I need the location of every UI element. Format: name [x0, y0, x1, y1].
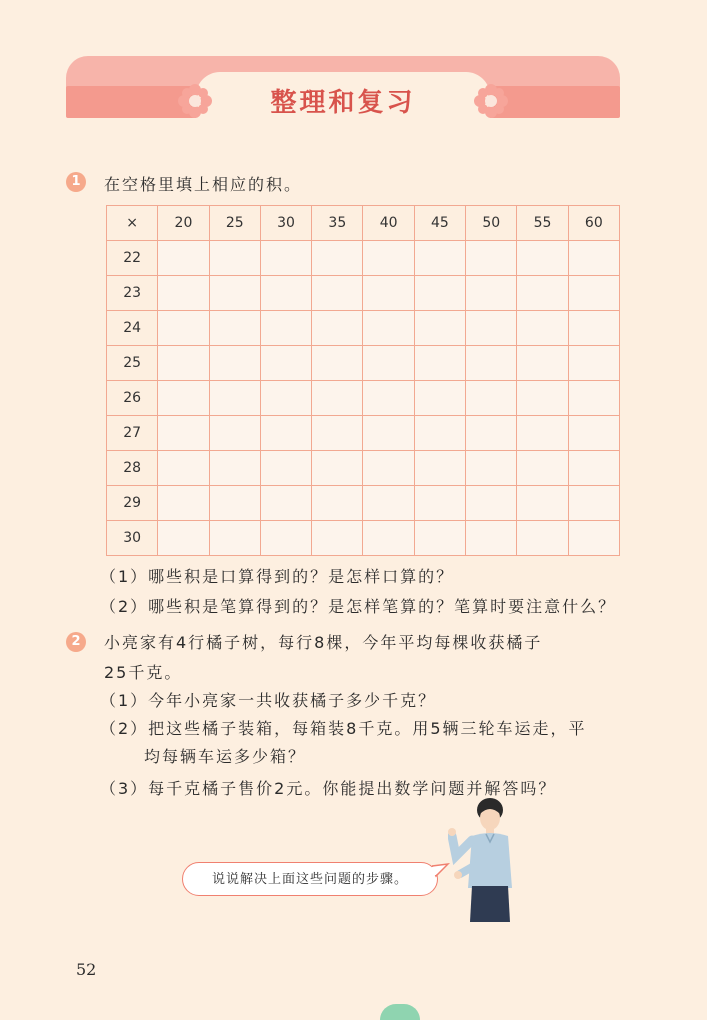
- bottom-decoration: [380, 1004, 420, 1020]
- answer-cell[interactable]: [517, 486, 568, 521]
- table-row: [107, 241, 620, 276]
- answer-cell[interactable]: [414, 451, 465, 486]
- row-header: 27: [107, 416, 158, 451]
- column-header: 25: [209, 206, 260, 241]
- answer-cell[interactable]: [466, 521, 517, 556]
- answer-cell[interactable]: [466, 241, 517, 276]
- answer-cell[interactable]: [260, 521, 311, 556]
- answer-cell[interactable]: [260, 451, 311, 486]
- speech-bubble: 说说解决上面这些问题的步骤。: [182, 862, 438, 896]
- row-header: 23: [107, 276, 158, 311]
- page-number: 52: [76, 960, 97, 979]
- answer-cell[interactable]: [209, 451, 260, 486]
- question-2-sub-1: （1）今年小亮家一共收获橘子多少千克？: [100, 691, 437, 710]
- multiply-sign: ×: [107, 206, 158, 241]
- answer-cell[interactable]: [363, 486, 414, 521]
- answer-cell[interactable]: [158, 381, 209, 416]
- column-header: 45: [414, 206, 465, 241]
- answer-cell[interactable]: [312, 521, 363, 556]
- answer-cell[interactable]: [517, 346, 568, 381]
- answer-cell[interactable]: [568, 381, 619, 416]
- answer-cell[interactable]: [517, 416, 568, 451]
- answer-cell[interactable]: [414, 241, 465, 276]
- answer-cell[interactable]: [312, 346, 363, 381]
- answer-cell[interactable]: [568, 276, 619, 311]
- answer-cell[interactable]: [158, 486, 209, 521]
- answer-cell[interactable]: [363, 241, 414, 276]
- table-row: [107, 311, 620, 346]
- column-header: 35: [312, 206, 363, 241]
- table-row: [107, 276, 620, 311]
- answer-cell[interactable]: [312, 486, 363, 521]
- answer-cell[interactable]: [363, 311, 414, 346]
- column-header: 60: [568, 206, 619, 241]
- answer-cell[interactable]: [466, 416, 517, 451]
- speech-bubble-tail: [432, 862, 450, 882]
- column-header: 30: [260, 206, 311, 241]
- table-row: [107, 346, 620, 381]
- answer-cell[interactable]: [209, 241, 260, 276]
- answer-cell[interactable]: [568, 241, 619, 276]
- chapter-banner: [66, 56, 620, 120]
- answer-cell[interactable]: [414, 381, 465, 416]
- answer-cell[interactable]: [466, 381, 517, 416]
- column-header: 20: [158, 206, 209, 241]
- answer-cell[interactable]: [209, 276, 260, 311]
- question-2-sub-2b: 均每辆车运多少箱？: [144, 747, 307, 766]
- answer-cell[interactable]: [363, 416, 414, 451]
- table-row: [107, 521, 620, 556]
- answer-cell[interactable]: [568, 451, 619, 486]
- row-header: 26: [107, 381, 158, 416]
- answer-cell[interactable]: [158, 311, 209, 346]
- answer-cell[interactable]: [568, 416, 619, 451]
- answer-cell[interactable]: [466, 451, 517, 486]
- page-title: 整理和复习: [270, 88, 416, 118]
- row-header: 25: [107, 346, 158, 381]
- row-header: 30: [107, 521, 158, 556]
- answer-cell[interactable]: [209, 381, 260, 416]
- column-header: 50: [466, 206, 517, 241]
- answer-cell[interactable]: [158, 346, 209, 381]
- column-header: 40: [363, 206, 414, 241]
- question-2-line-1: 小亮家有4行橘子树，每行8棵，今年平均每棵收获橘子: [104, 633, 543, 652]
- table-header-row: [107, 206, 620, 241]
- answer-cell[interactable]: [209, 416, 260, 451]
- table-row: [107, 416, 620, 451]
- row-header: 29: [107, 486, 158, 521]
- answer-cell[interactable]: [158, 241, 209, 276]
- answer-cell[interactable]: [260, 486, 311, 521]
- question-number-2: 2: [66, 632, 86, 652]
- answer-cell[interactable]: [209, 486, 260, 521]
- answer-cell[interactable]: [363, 381, 414, 416]
- answer-cell[interactable]: [312, 276, 363, 311]
- answer-cell[interactable]: [363, 521, 414, 556]
- table-row: [107, 381, 620, 416]
- answer-cell[interactable]: [466, 346, 517, 381]
- table-row: [107, 451, 620, 486]
- row-header: 24: [107, 311, 158, 346]
- column-header: 55: [517, 206, 568, 241]
- question-1-sub-2: （2）哪些积是笔算得到的？是怎样笔算的？笔算时要注意什么？: [100, 597, 617, 616]
- answer-cell[interactable]: [158, 416, 209, 451]
- answer-cell[interactable]: [260, 241, 311, 276]
- row-header: 22: [107, 241, 158, 276]
- question-1-prompt: 在空格里填上相应的积。: [104, 175, 303, 194]
- answer-cell[interactable]: [517, 311, 568, 346]
- answer-cell[interactable]: [209, 311, 260, 346]
- answer-cell[interactable]: [414, 346, 465, 381]
- question-number-1: 1: [66, 172, 86, 192]
- answer-cell[interactable]: [209, 346, 260, 381]
- answer-cell[interactable]: [312, 416, 363, 451]
- row-header: 28: [107, 451, 158, 486]
- answer-cell[interactable]: [414, 521, 465, 556]
- answer-cell[interactable]: [517, 276, 568, 311]
- answer-cell[interactable]: [466, 311, 517, 346]
- answer-cell[interactable]: [568, 346, 619, 381]
- answer-cell[interactable]: [312, 311, 363, 346]
- multiplication-table: [106, 205, 620, 556]
- answer-cell[interactable]: [158, 451, 209, 486]
- answer-cell[interactable]: [158, 276, 209, 311]
- answer-cell[interactable]: [363, 451, 414, 486]
- answer-cell[interactable]: [363, 276, 414, 311]
- answer-cell[interactable]: [363, 346, 414, 381]
- answer-cell[interactable]: [260, 311, 311, 346]
- answer-cell[interactable]: [260, 276, 311, 311]
- answer-cell[interactable]: [414, 416, 465, 451]
- answer-cell[interactable]: [414, 486, 465, 521]
- teacher-illustration: [448, 796, 528, 924]
- answer-cell[interactable]: [414, 276, 465, 311]
- answer-cell[interactable]: [517, 241, 568, 276]
- answer-cell[interactable]: [414, 311, 465, 346]
- answer-cell[interactable]: [260, 416, 311, 451]
- answer-cell[interactable]: [568, 311, 619, 346]
- answer-cell[interactable]: [517, 521, 568, 556]
- answer-cell[interactable]: [260, 346, 311, 381]
- answer-cell[interactable]: [568, 521, 619, 556]
- question-1-sub-1: （1）哪些积是口算得到的？是怎样口算的？: [100, 567, 455, 586]
- answer-cell[interactable]: [312, 381, 363, 416]
- answer-cell[interactable]: [466, 276, 517, 311]
- question-2-line-2: 25千克。: [104, 663, 183, 682]
- answer-cell[interactable]: [466, 486, 517, 521]
- answer-cell[interactable]: [568, 486, 619, 521]
- answer-cell[interactable]: [209, 521, 260, 556]
- question-2-sub-2a: （2）把这些橘子装箱，每箱装8千克。用5辆三轮车运走，平: [100, 719, 587, 738]
- table-row: [107, 486, 620, 521]
- question-2-sub-3: （3）每千克橘子售价2元。你能提出数学问题并解答吗？: [100, 779, 557, 798]
- answer-cell[interactable]: [517, 451, 568, 486]
- answer-cell[interactable]: [517, 381, 568, 416]
- answer-cell[interactable]: [158, 521, 209, 556]
- answer-cell[interactable]: [312, 241, 363, 276]
- answer-cell[interactable]: [312, 451, 363, 486]
- answer-cell[interactable]: [260, 381, 311, 416]
